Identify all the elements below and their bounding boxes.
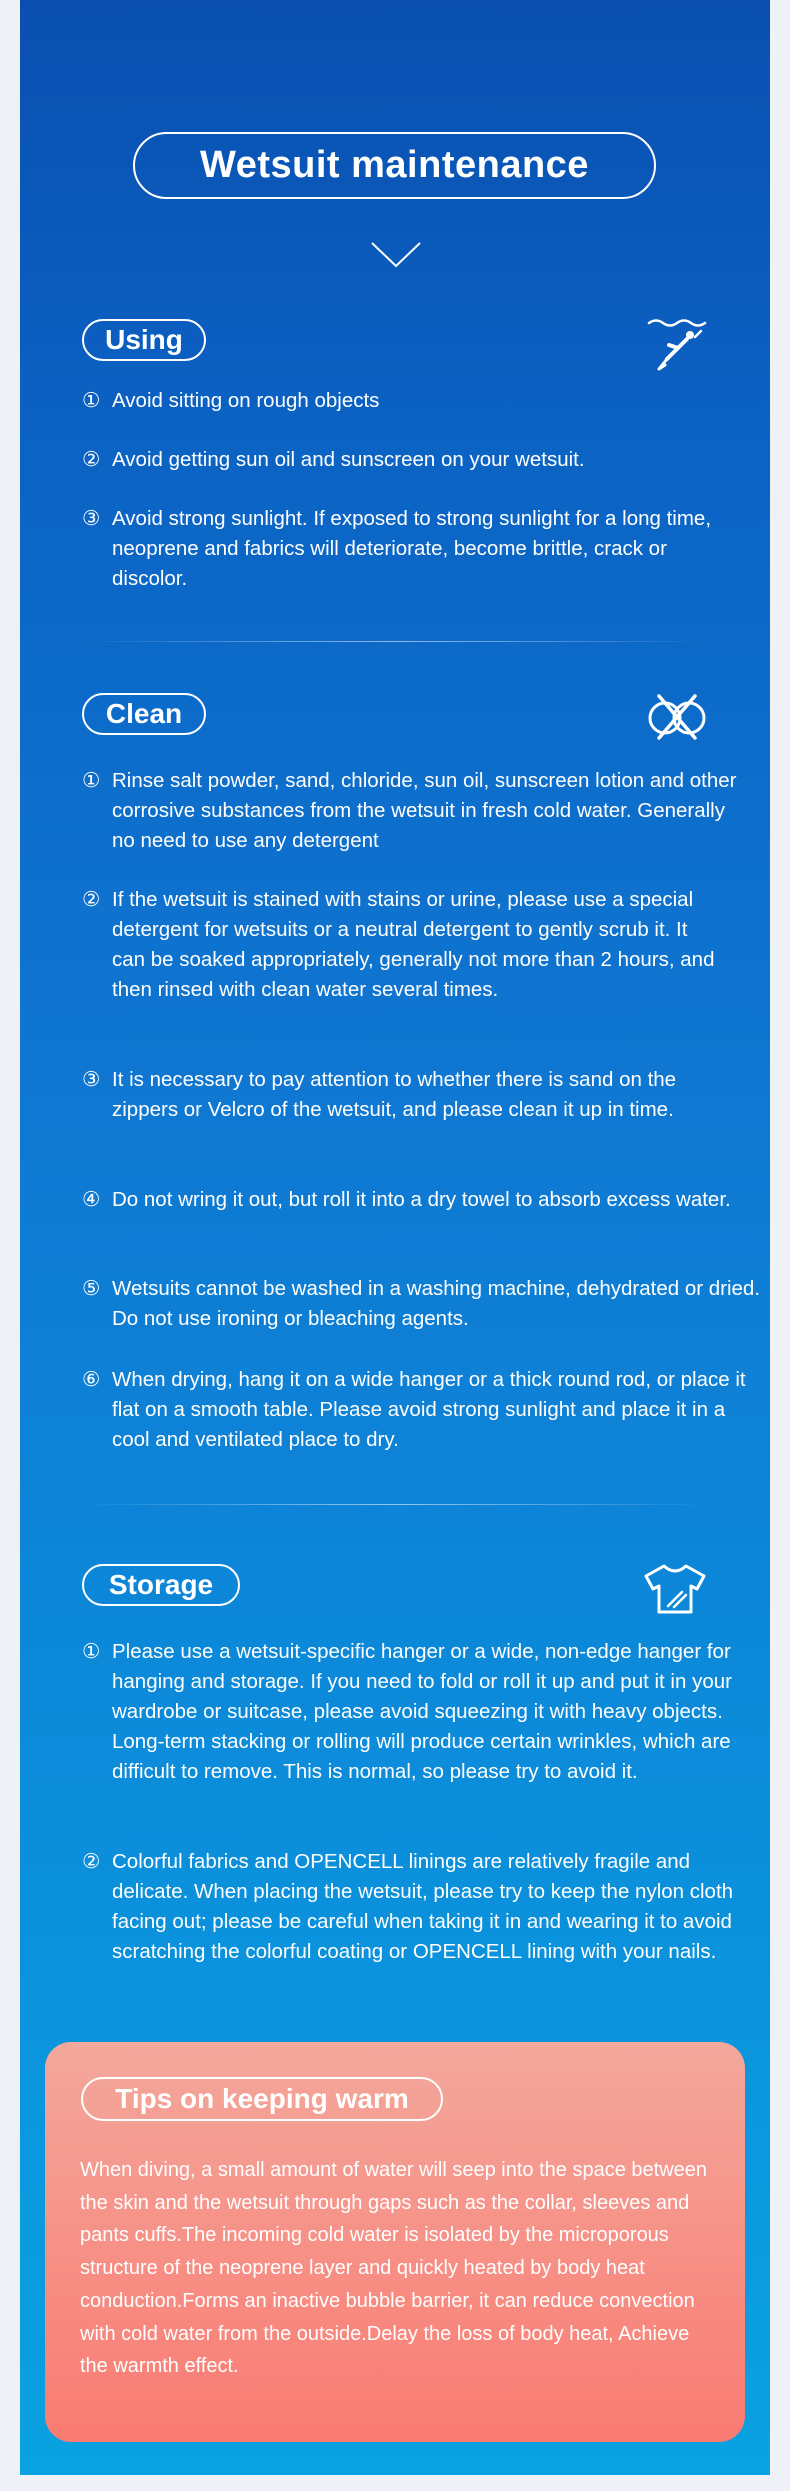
item-number: ① (82, 389, 101, 412)
item-number: ③ (82, 507, 101, 530)
no-wash-icon (645, 690, 709, 742)
item-text: If the wetsuit is stained with stains or urine, please use a special detergent for wetsuits or a neutral detergent to gently scrub it. It can be soaked appropriately, generally not more than 2 hours, and then rinsed with clean water several times. (112, 888, 715, 1001)
using-item-1 (82, 386, 742, 416)
item-text: Avoid strong sunlight. If exposed to strong sunlight for a long time, neoprene and fabrics will deteriorate, become brittle, crack or discolor. (112, 507, 712, 590)
tips-heading: Tips on keeping warm (81, 2077, 443, 2121)
chevron-down-icon (370, 240, 422, 270)
shirt-icon (642, 1562, 708, 1616)
section-heading-clean: Clean (82, 693, 206, 735)
section-heading-storage: Storage (82, 1564, 240, 1606)
storage-item-1 (82, 1637, 742, 1787)
using-item-2 (82, 445, 742, 475)
clean-item-4 (82, 1185, 732, 1215)
item-number: ⑥ (82, 1368, 101, 1391)
section-divider (80, 1504, 710, 1505)
item-number: ③ (82, 1068, 101, 1091)
section-divider (80, 641, 710, 642)
item-text: Avoid sitting on rough objects (112, 389, 380, 412)
item-text: Avoid getting sun oil and sunscreen on your wetsuit. (112, 448, 585, 471)
item-number: ⑤ (82, 1277, 101, 1300)
item-number: ② (82, 448, 101, 471)
tips-panel (45, 2042, 745, 2442)
item-number: ④ (82, 1188, 101, 1211)
clean-item-3 (82, 1065, 737, 1125)
clean-item-5 (82, 1274, 762, 1334)
item-text: When drying, hang it on a wide hanger or a thick round rod, or place it flat on a smooth table. Please avoid strong sunlight and place it in a cool and ventilated place to dry. (112, 1368, 746, 1451)
item-text: Do not wring it out, but roll it into a dry towel to absorb excess water. (112, 1188, 731, 1211)
using-item-3 (82, 504, 732, 594)
item-number: ② (82, 888, 101, 911)
item-text: Please use a wetsuit-specific hanger or a wide, non-edge hanger for hanging and storage. If you need to fold or roll it up and put it in your wardrobe or suitcase, please avoid squeezing it with heavy objects. Long-term stacking or rolling will produce certain wrinkles, which are difficult to remove. This is normal, so please try to avoid it. (112, 1640, 732, 1783)
item-text: Wetsuits cannot be washed in a washing machine, dehydrated or dried. Do not use ironing or bleaching agents. (112, 1277, 761, 1330)
clean-item-1 (82, 766, 747, 856)
clean-item-2 (82, 885, 722, 1005)
section-heading-using: Using (82, 319, 206, 361)
item-number: ② (82, 1850, 101, 1873)
clean-item-6 (82, 1365, 752, 1455)
item-text: It is necessary to pay attention to whether there is sand on the zippers or Velcro of the wetsuit, and please clean it up in time. (112, 1068, 677, 1121)
storage-item-2 (82, 1847, 747, 1967)
item-number: ① (82, 1640, 101, 1663)
tips-body: When diving, a small amount of water will seep into the space between the skin and the wetsuit through gaps such as the collar, sleeves and pants cuffs.The incoming cold water is isolated by the microporous structure of the neoprene layer and quickly heated by body heat conduction.Forms an inactive bubble barrier, it can reduce convection with cold water from the outside.Delay the loss of body heat, Achieve the warmth effect. (80, 2159, 708, 2378)
item-number: ① (82, 769, 101, 792)
item-text: Colorful fabrics and OPENCELL linings are relatively fragile and delicate. When placing the wetsuit, please try to keep the nylon cloth facing out; please be careful when taking it in and wearing it to avoid scratching the colorful coating or OPENCELL lining with your nails. (112, 1850, 734, 1963)
maintenance-card (20, 0, 770, 2475)
item-text: Rinse salt powder, sand, chloride, sun oil, sunscreen lotion and other corrosive substances from the wetsuit in fresh cold water. Generally no need to use any detergent (112, 769, 737, 852)
diver-icon (645, 315, 709, 373)
page-title: Wetsuit maintenance (133, 132, 656, 199)
